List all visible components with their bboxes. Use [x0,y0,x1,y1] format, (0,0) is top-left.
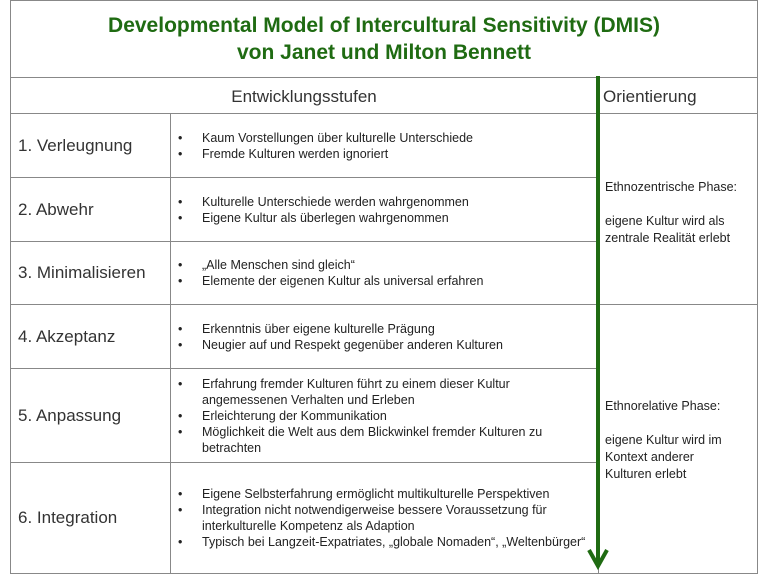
stage-description-1 [178,114,588,177]
list-item: • Eigene Kultur als überlegen wahrgenommen [178,210,449,225]
bullet-icon: • [178,274,183,288]
phase-name: Ethnorelative Phase: [605,399,721,413]
list-item: • Kulturelle Unterschiede werden wahrgenommen [178,194,469,209]
bullet-icon: • [178,487,183,501]
phase-text: Kontext anderer [605,450,694,464]
bullet-icon: • [178,535,183,549]
bullet-icon: • [178,258,183,272]
list-item: • Neugier auf und Respekt gegenüber anderen Kulturen [178,337,503,352]
bullet-icon: • [178,210,183,225]
stage-label-6: 6. Integration [18,508,118,527]
list-item: • Typisch bei Langzeit-Expatriates, „globale Nomaden“, „Weltenbürger“ [178,535,586,549]
phase-text: zentrale Realität erlebt [605,231,731,245]
page-title [10,12,758,66]
bullet-icon: • [178,408,183,423]
list-item: • Erfahrung fremder Kulturen führt zu einem dieser Kultur angemessenen Verhalten und Erleben [178,376,510,407]
bullet-icon: • [178,130,183,145]
title-line-2: von Janet und Milton Bennett [237,41,531,64]
bullet-icon: • [178,146,183,161]
list-item: • „Alle Menschen sind gleich“ [178,258,355,272]
phase-text: eigene Kultur wird als [605,214,725,228]
stage-label-4: 4. Akzeptanz [18,326,116,346]
phase-name: Ethnozentrische Phase: [605,180,738,194]
bullet-icon: • [178,321,183,336]
divider-title [10,77,758,78]
divider-col-stage [170,113,171,574]
stage-description-6 [178,463,588,573]
arrow-down-icon [586,76,610,572]
bullet-icon: • [178,194,183,209]
stage-description-5 [178,369,588,462]
bullet-icon: • [178,503,183,517]
header-stages: Entwicklungsstufen [231,87,377,106]
list-item: • Erleichterung der Kommunikation [178,408,387,423]
phase-ethnocentric [605,179,755,247]
header-orientation: Orientierung [603,87,697,106]
phase-text: Kulturen erlebt [605,467,687,481]
phase-text: eigene Kultur wird im [605,433,722,447]
list-item: • Möglichkeit die Welt aus dem Blickwinkel fremder Kulturen zu betrachten [178,424,543,455]
stage-label-1: 1. Verleugnung [18,135,133,155]
bullet-icon: • [178,337,183,352]
stage-description-2 [178,178,588,241]
list-item: • Integration nicht notwendigerweise bessere Voraussetzung für interkulturelle Kompetenz als Adaption [178,503,547,533]
stage-description-4 [178,305,588,368]
title-line-1: Developmental Model of Intercultural Sensitivity (DMIS) [108,14,660,37]
stage-label-2: 2. Abwehr [18,199,94,219]
list-item: • Elemente der eigenen Kultur als universal erfahren [178,274,484,288]
stage-description-3 [178,242,588,304]
list-item: • Fremde Kulturen werden ignoriert [178,146,389,161]
stage-label-3: 3. Minimalisieren [18,263,146,282]
stage-label-5: 5. Anpassung [18,405,122,425]
list-item: • Kaum Vorstellungen über kulturelle Unterschiede [178,130,473,145]
bullet-icon: • [178,424,183,439]
list-item: • Erkenntnis über eigene kulturelle Prägung [178,321,435,336]
list-item: • Eigene Selbsterfahrung ermöglicht multikulturelle Perspektiven [178,487,550,501]
bullet-icon: • [178,376,183,391]
phase-ethnorelative [605,398,755,483]
